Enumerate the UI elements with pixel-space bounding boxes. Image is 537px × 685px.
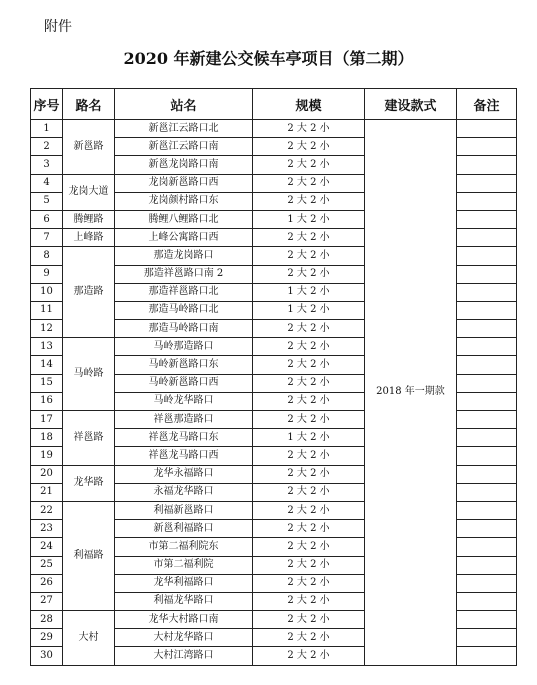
cell-road: 大村	[63, 611, 115, 666]
cell-remark	[457, 283, 517, 301]
cell-station: 腾鲤八鲤路口北	[115, 210, 253, 228]
cell-scale: 2 大 2 小	[253, 574, 365, 592]
cell-remark	[457, 301, 517, 319]
cell-road: 腾鲤路	[63, 210, 115, 228]
cell-road: 祥邕路	[63, 411, 115, 466]
table-body	[31, 120, 517, 666]
cell-scale: 2 大 2 小	[253, 174, 365, 192]
cell-remark	[457, 611, 517, 629]
cell-scale: 2 大 2 小	[253, 138, 365, 156]
cell-remark	[457, 520, 517, 538]
cell-scale: 2 大 2 小	[253, 483, 365, 501]
cell-remark	[457, 338, 517, 356]
cell-station: 马岭新邕路口西	[115, 374, 253, 392]
table-row	[31, 120, 517, 138]
cell-seq: 23	[31, 520, 63, 538]
cell-remark	[457, 156, 517, 174]
cell-seq: 22	[31, 501, 63, 519]
cell-seq: 16	[31, 392, 63, 410]
cell-station: 大村江湾路口	[115, 647, 253, 665]
cell-station: 利福新邕路口	[115, 501, 253, 519]
cell-station: 那造祥邕路口南 2	[115, 265, 253, 283]
header-road: 路名	[63, 89, 115, 120]
cell-remark	[457, 138, 517, 156]
cell-seq: 5	[31, 192, 63, 210]
cell-seq: 4	[31, 174, 63, 192]
cell-road: 那造路	[63, 247, 115, 338]
cell-remark	[457, 411, 517, 429]
cell-station: 龙华大村路口南	[115, 611, 253, 629]
cell-station: 祥邕龙马路口东	[115, 429, 253, 447]
cell-seq: 19	[31, 447, 63, 465]
cell-seq: 24	[31, 538, 63, 556]
cell-seq: 6	[31, 210, 63, 228]
cell-station: 那造马岭路口南	[115, 320, 253, 338]
cell-remark	[457, 247, 517, 265]
cell-scale: 2 大 2 小	[253, 192, 365, 210]
cell-seq: 13	[31, 338, 63, 356]
cell-remark	[457, 592, 517, 610]
cell-seq: 30	[31, 647, 63, 665]
cell-remark	[457, 556, 517, 574]
cell-seq: 28	[31, 611, 63, 629]
cell-scale: 2 大 2 小	[253, 356, 365, 374]
cell-scale: 2 大 2 小	[253, 229, 365, 247]
project-table	[30, 88, 517, 666]
cell-station: 龙华永福路口	[115, 465, 253, 483]
cell-remark	[457, 392, 517, 410]
cell-station: 龙华利福路口	[115, 574, 253, 592]
cell-remark	[457, 120, 517, 138]
cell-road: 利福路	[63, 501, 115, 610]
cell-scale: 2 大 2 小	[253, 320, 365, 338]
cell-station: 市第二福利院	[115, 556, 253, 574]
cell-remark	[457, 501, 517, 519]
cell-seq: 10	[31, 283, 63, 301]
cell-seq: 26	[31, 574, 63, 592]
cell-seq: 17	[31, 411, 63, 429]
cell-station: 祥邕龙马路口西	[115, 447, 253, 465]
cell-road: 马岭路	[63, 338, 115, 411]
header-remark: 备注	[457, 89, 517, 120]
cell-seq: 3	[31, 156, 63, 174]
cell-station: 市第二福利院东	[115, 538, 253, 556]
cell-seq: 1	[31, 120, 63, 138]
cell-scale: 2 大 2 小	[253, 501, 365, 519]
cell-remark	[457, 320, 517, 338]
cell-funding: 2018 年一期款	[365, 120, 457, 666]
cell-seq: 12	[31, 320, 63, 338]
cell-remark	[457, 647, 517, 665]
cell-seq: 18	[31, 429, 63, 447]
cell-station: 马岭那造路口	[115, 338, 253, 356]
cell-remark	[457, 265, 517, 283]
cell-scale: 2 大 2 小	[253, 338, 365, 356]
cell-remark	[457, 374, 517, 392]
cell-scale: 2 大 2 小	[253, 265, 365, 283]
cell-remark	[457, 229, 517, 247]
cell-station: 那造祥邕路口北	[115, 283, 253, 301]
cell-scale: 2 大 2 小	[253, 611, 365, 629]
cell-scale: 2 大 2 小	[253, 447, 365, 465]
cell-seq: 8	[31, 247, 63, 265]
cell-scale: 2 大 2 小	[253, 465, 365, 483]
cell-station: 马岭龙华路口	[115, 392, 253, 410]
cell-seq: 27	[31, 592, 63, 610]
header-seq: 序号	[31, 89, 63, 120]
cell-station: 那造龙岗路口	[115, 247, 253, 265]
cell-road: 龙华路	[63, 465, 115, 501]
cell-scale: 2 大 2 小	[253, 520, 365, 538]
cell-station: 永福龙华路口	[115, 483, 253, 501]
cell-road: 新邕路	[63, 120, 115, 175]
cell-road: 上峰路	[63, 229, 115, 247]
cell-seq: 14	[31, 356, 63, 374]
cell-scale: 2 大 2 小	[253, 374, 365, 392]
cell-remark	[457, 465, 517, 483]
document-title: 2020 年新建公交候车亭项目（第二期）	[123, 49, 414, 68]
cell-remark	[457, 574, 517, 592]
cell-station: 上峰公寓路口西	[115, 229, 253, 247]
cell-scale: 1 大 2 小	[253, 210, 365, 228]
cell-station: 祥邕那造路口	[115, 411, 253, 429]
cell-scale: 2 大 2 小	[253, 556, 365, 574]
cell-road: 龙岗大道	[63, 174, 115, 210]
cell-remark	[457, 538, 517, 556]
cell-scale: 2 大 2 小	[253, 392, 365, 410]
cell-remark	[457, 629, 517, 647]
cell-remark	[457, 192, 517, 210]
cell-scale: 2 大 2 小	[253, 629, 365, 647]
cell-scale: 1 大 2 小	[253, 301, 365, 319]
table-header-row	[31, 89, 517, 120]
cell-seq: 20	[31, 465, 63, 483]
cell-station: 新邕利福路口	[115, 520, 253, 538]
header-station: 站名	[115, 89, 253, 120]
cell-station: 大村龙华路口	[115, 629, 253, 647]
cell-scale: 2 大 2 小	[253, 411, 365, 429]
cell-station: 龙岗颜村路口东	[115, 192, 253, 210]
cell-seq: 11	[31, 301, 63, 319]
cell-remark	[457, 429, 517, 447]
cell-remark	[457, 483, 517, 501]
attachment-label: 附件	[44, 19, 72, 35]
cell-station: 新邕江云路口南	[115, 138, 253, 156]
cell-seq: 15	[31, 374, 63, 392]
cell-seq: 29	[31, 629, 63, 647]
cell-scale: 2 大 2 小	[253, 538, 365, 556]
cell-scale: 1 大 2 小	[253, 283, 365, 301]
cell-scale: 2 大 2 小	[253, 247, 365, 265]
cell-seq: 7	[31, 229, 63, 247]
cell-seq: 9	[31, 265, 63, 283]
header-funding: 建设款式	[365, 89, 457, 120]
cell-scale: 2 大 2 小	[253, 120, 365, 138]
cell-scale: 2 大 2 小	[253, 592, 365, 610]
cell-scale: 2 大 2 小	[253, 156, 365, 174]
cell-station: 龙岗新邕路口西	[115, 174, 253, 192]
cell-station: 新邕龙岗路口南	[115, 156, 253, 174]
cell-seq: 2	[31, 138, 63, 156]
header-scale: 规模	[253, 89, 365, 120]
cell-remark	[457, 174, 517, 192]
cell-remark	[457, 447, 517, 465]
cell-remark	[457, 210, 517, 228]
cell-remark	[457, 356, 517, 374]
cell-seq: 25	[31, 556, 63, 574]
cell-seq: 21	[31, 483, 63, 501]
cell-scale: 1 大 2 小	[253, 429, 365, 447]
cell-station: 马岭新邕路口东	[115, 356, 253, 374]
cell-station: 那造马岭路口北	[115, 301, 253, 319]
cell-station: 新邕江云路口北	[115, 120, 253, 138]
cell-station: 利福龙华路口	[115, 592, 253, 610]
cell-scale: 2 大 2 小	[253, 647, 365, 665]
